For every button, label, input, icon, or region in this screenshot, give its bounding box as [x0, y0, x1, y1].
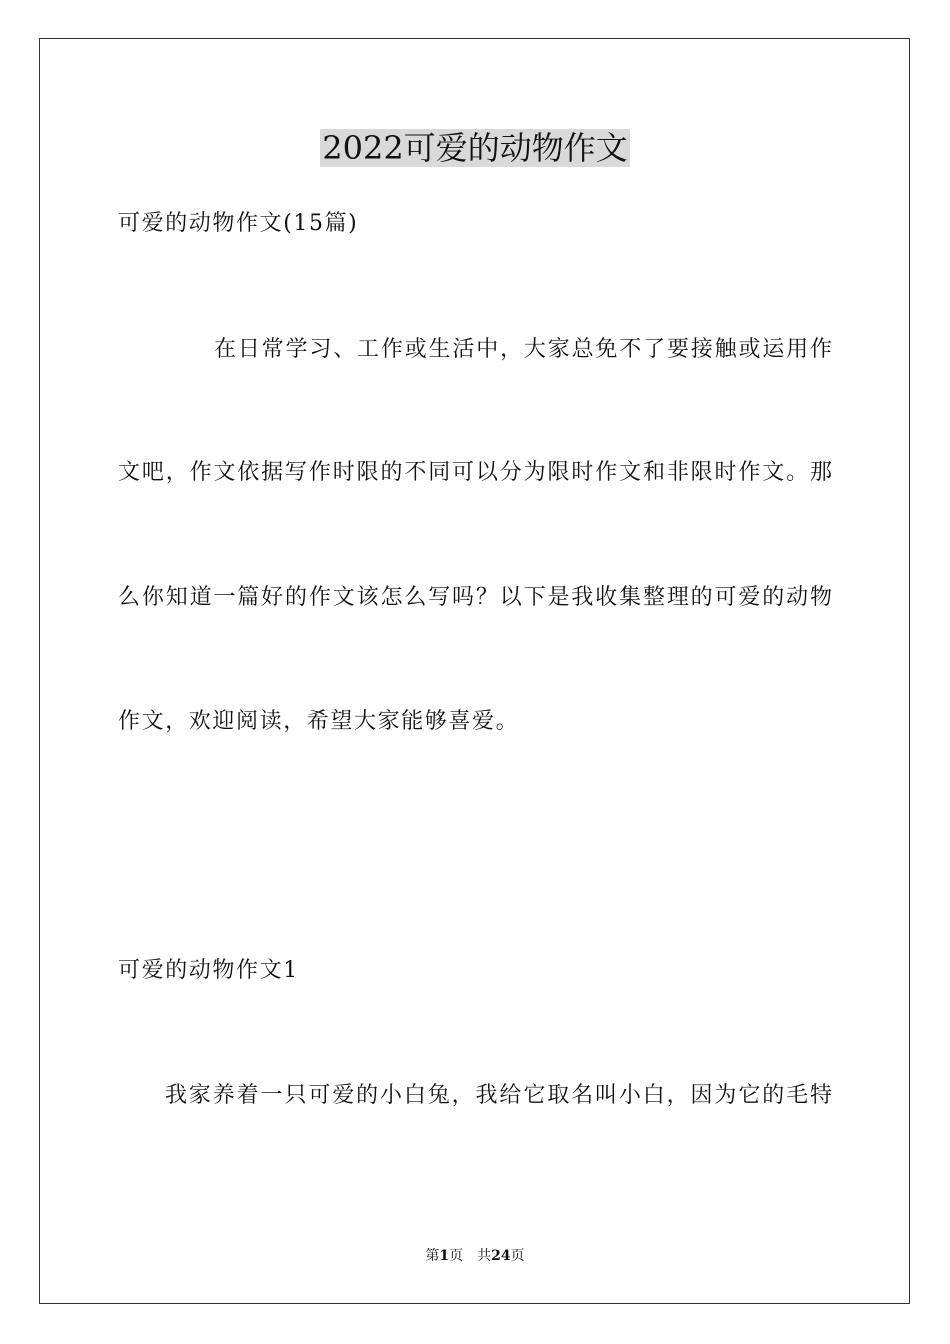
footer-page-number: 1	[439, 1248, 450, 1264]
page-footer	[0, 1246, 950, 1266]
intro-line-4: 作文，欢迎阅读，希望大家能够喜爱。	[118, 709, 520, 734]
footer-total-pages: 24	[491, 1248, 511, 1264]
intro-line-1: 在日常学习、工作或生活中，大家总免不了要接触或运用作	[214, 337, 832, 362]
document-title	[0, 126, 950, 170]
section-heading: 可爱的动物作文1	[118, 958, 299, 983]
footer-total-suffix: 页	[510, 1248, 525, 1264]
footer-total-prefix: 共	[477, 1248, 492, 1264]
section-paragraph-line: 我家养着一只可爱的小白兔，我给它取名叫小白，因为它的毛特	[165, 1083, 832, 1108]
footer-page-prefix: 第	[425, 1248, 440, 1264]
document-subtitle: 可爱的动物作文(15篇)	[118, 211, 359, 236]
document-title-text: 2022可爱的动物作文	[322, 129, 628, 167]
intro-line-2: 文吧，作文依据写作时限的不同可以分为限时作文和非限时作文。那	[118, 460, 832, 485]
intro-line-3: 么你知道一篇好的作文该怎么写吗？以下是我收集整理的可爱的动物	[118, 585, 832, 610]
footer-page-suffix: 页	[449, 1248, 464, 1264]
